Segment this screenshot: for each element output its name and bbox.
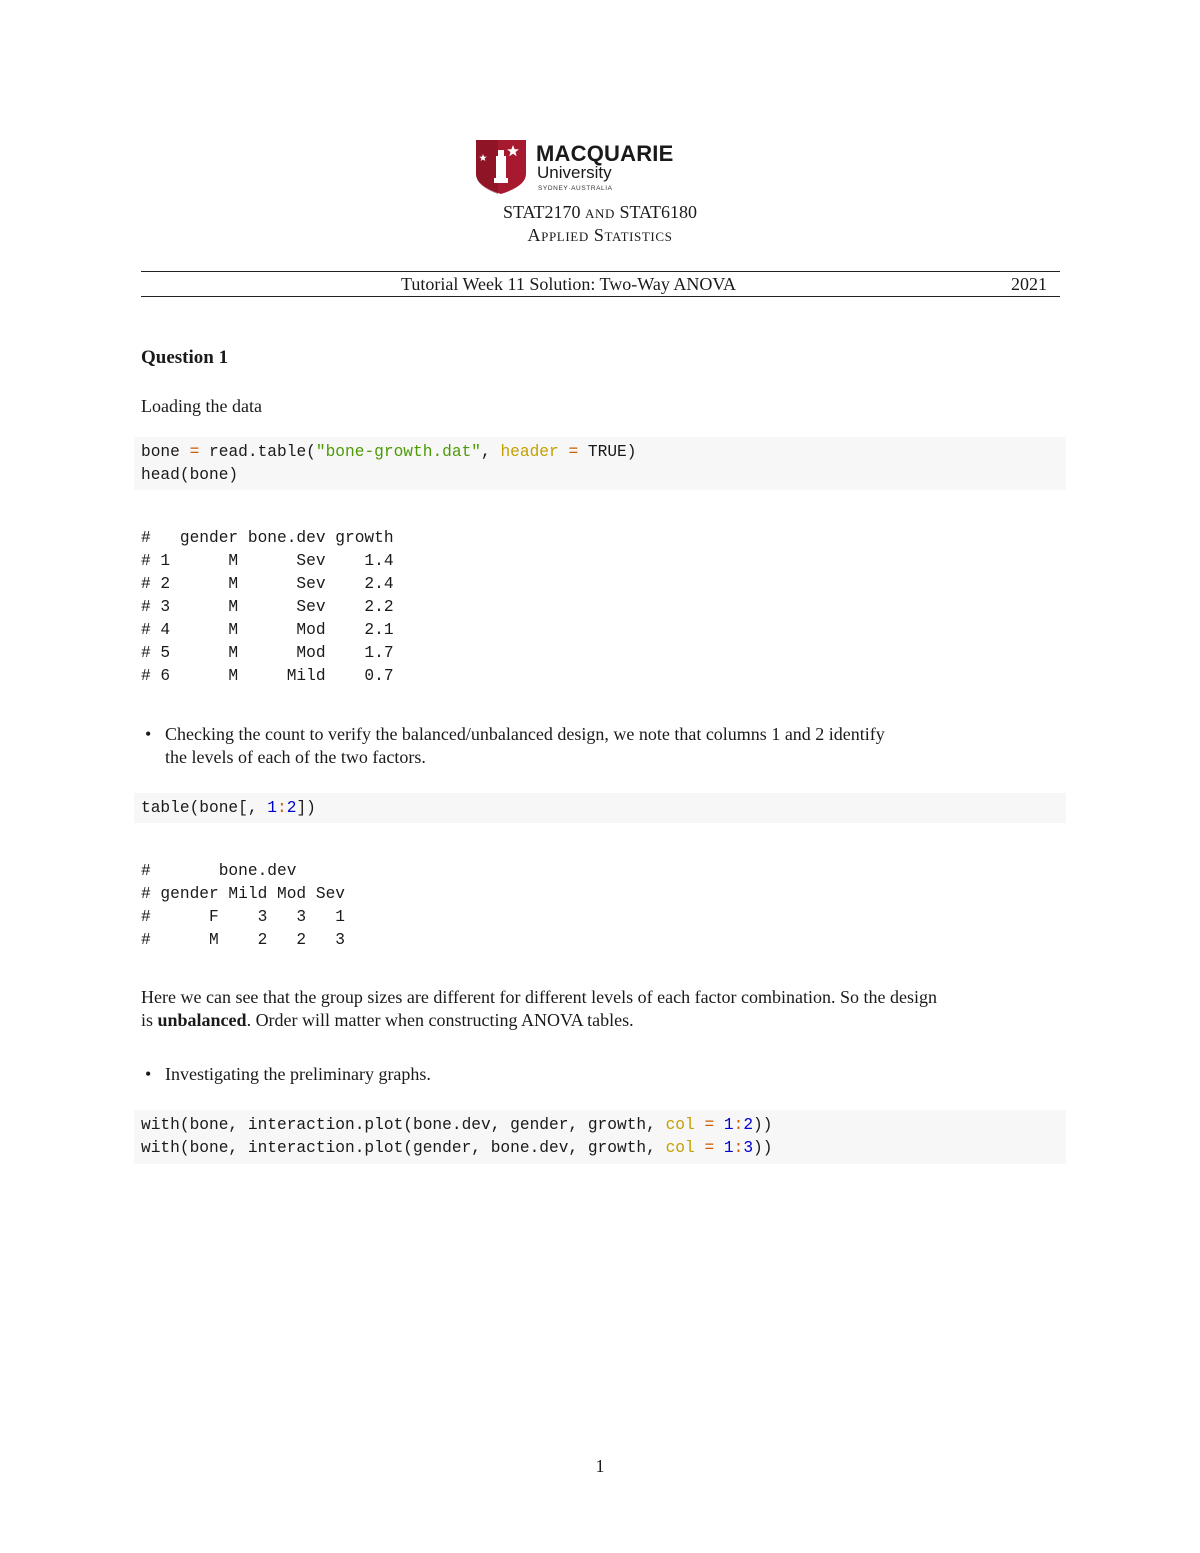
output-line: # 3 M Sev 2.2 bbox=[141, 598, 394, 616]
bullet-2-text: Investigating the preliminary graphs. bbox=[165, 1064, 431, 1084]
intro-text: Loading the data bbox=[141, 396, 262, 416]
course-name: Applied Statistics bbox=[527, 225, 673, 245]
logo-subname: University bbox=[537, 163, 612, 182]
document-year: 2021 bbox=[1011, 274, 1047, 294]
design-paragraph-line-2: is unbalanced. Order will matter when constructing ANOVA tables. bbox=[141, 1010, 634, 1030]
output-line: # bone.dev bbox=[141, 862, 297, 880]
unbalanced-emphasis: unbalanced bbox=[157, 1010, 247, 1030]
code-block-1-text: bone = read.table("bone-growth.dat", header = TRUE) head(bone) bbox=[141, 443, 637, 484]
code-block-2 bbox=[134, 793, 1066, 823]
output-line: # F 3 3 1 bbox=[141, 908, 345, 926]
bullet-item-2 bbox=[145, 1063, 1060, 1086]
course-code-2: STAT6180 bbox=[619, 202, 698, 222]
output-line: # 5 M Mod 1.7 bbox=[141, 644, 394, 662]
university-logo bbox=[476, 140, 674, 196]
code-block-3-text: with(bone, interaction.plot(bone.dev, gender, growth, col = 1:2)) with(bone, interaction.plot(gender, bone.dev, growth, col = 1:3)) bbox=[141, 1116, 773, 1157]
course-codes bbox=[0, 201, 1200, 223]
bullet-1-line-1: Checking the count to verify the balanced/unbalanced design, we note that columns 1 and 2 identify bbox=[165, 724, 885, 744]
output-line: # 2 M Sev 2.4 bbox=[141, 575, 394, 593]
design-paragraph-line-1: Here we can see that the group sizes are different for different levels of each factor combination. So the design bbox=[141, 987, 938, 1007]
code-block-3 bbox=[134, 1110, 1066, 1164]
code-block-2-text: table(bone[, 1:2]) bbox=[141, 799, 316, 817]
macquarie-shield-icon bbox=[476, 140, 526, 194]
course-code-and: and bbox=[585, 202, 615, 222]
header-rule-top bbox=[141, 271, 1060, 272]
bullet-1-line-2: the levels of each of the two factors. bbox=[165, 747, 426, 767]
question-heading: Question 1 bbox=[141, 347, 229, 368]
output-block-1 bbox=[141, 527, 394, 688]
header-rule-bottom bbox=[141, 296, 1060, 297]
page-number: 1 bbox=[595, 1456, 605, 1476]
logo-tagline: SYDNEY·AUSTRALIA bbox=[538, 185, 613, 192]
code-block-1 bbox=[134, 437, 1066, 490]
bullet-icon: • bbox=[145, 724, 152, 744]
output-line: # 4 M Mod 2.1 bbox=[141, 621, 394, 639]
logo-name: MACQUARIE bbox=[536, 141, 674, 166]
document-subtitle: Tutorial Week 11 Solution: Two-Way ANOVA bbox=[400, 274, 737, 294]
output-line: # gender bone.dev growth bbox=[141, 529, 394, 547]
design-paragraph bbox=[141, 986, 1061, 1032]
bullet-icon: • bbox=[145, 1064, 152, 1084]
bullet-item-1 bbox=[145, 723, 1060, 769]
output-line: # gender Mild Mod Sev bbox=[141, 885, 345, 903]
output-line: # M 2 2 3 bbox=[141, 931, 345, 949]
output-block-2 bbox=[141, 860, 345, 952]
document-subtitle-row bbox=[141, 273, 1060, 295]
output-line: # 1 M Sev 1.4 bbox=[141, 552, 394, 570]
output-line: # 6 M Mild 0.7 bbox=[141, 667, 394, 685]
course-code-1: STAT2170 bbox=[502, 202, 581, 222]
